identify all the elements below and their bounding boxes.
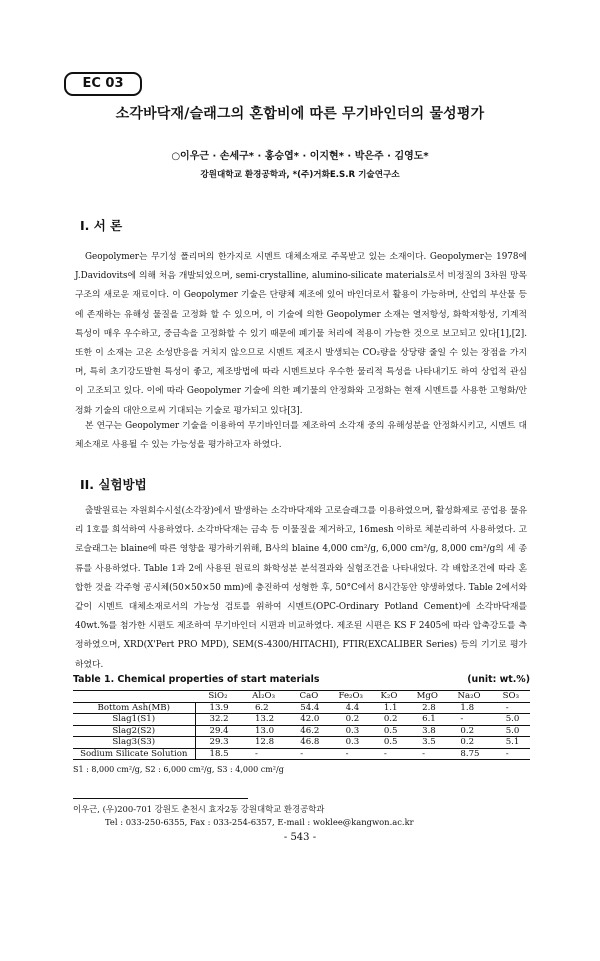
table-header-cell: K₂O	[370, 691, 408, 703]
table-row	[73, 748, 530, 760]
table-cell-material: Bottom Ash(MB)	[73, 702, 195, 714]
table-cell: -	[332, 748, 370, 760]
table-cell: -	[286, 748, 331, 760]
footnote-address: 이우근, (우)200-701 강원도 춘천시 효자2동 강원대학교 환경공학과	[73, 804, 325, 814]
author-list: ○이우근 · 손세구* · 홍승엽* · 이지현* · 박은주 · 김영도*	[171, 151, 429, 162]
table-header-cell: CaO	[286, 691, 331, 703]
table-cell: 5.1	[492, 737, 530, 749]
table-cell: 46.8	[286, 737, 331, 749]
footnote-divider	[73, 798, 248, 799]
page-number: - 543 -	[283, 832, 317, 843]
table-cell: 6.1	[408, 714, 446, 726]
table-header-cell: Na₂O	[446, 691, 491, 703]
table-cell: 0.3	[332, 725, 370, 737]
table-cell: 0.2	[370, 714, 408, 726]
table-cell: 0.2	[446, 737, 491, 749]
table-cell: 12.8	[241, 737, 286, 749]
table-cell: -	[241, 748, 286, 760]
table-cell: 8.75	[446, 748, 491, 760]
table-header-cell: MgO	[408, 691, 446, 703]
table-cell-material: Slag1(S1)	[73, 714, 195, 726]
intro-paragraph-1: Geopolymer는 무기성 폴리머의 한가지로 시멘트 대체소재로 주목받고 있는 소재이다. Geopolymer는 1978에 J.Davidovits에 의해 처음 개발되었으며, semi-crystalline, alumino-silicate materials로서 비정질의 3차원 망목구조의 새로운 재료이다. 이 Geopolymer 기술은 단량체 제조에 있어 바인더로서 활용이 가능하며, 산업의 부산물 등에 존재하는 유해성 물질을 고정화 할 수 있으며, 이 기술에 의한 Geopolymer 소재는 열저항성, 화학저항성, 기계적 특성이 매우 우수하고, 중금속을 고정화할 수 있기 때문에 폐기물 처리에 적용이 가능한 것으로 보고되고 있다[1],[2]. 또한 이 소재는 고온 소성반응을 거치지 않으므로 시멘트 제조시 발생되는 CO₂량을 상당량 줄일 수 있는 장점을 가지며, 특히 초기강도발현 특성이 좋고, 제조방법에 따라 시멘트보다 우수한 물리적 특성을 나타내기도 하여 상업적 관심이 고조되고 있다. 이에 따라 Geopolymer 기술에 의한 폐기물의 안정화와 고정화는 현재 시멘트를 사용한 고형화/안정화 기술의 대안으로써 기대되는 기술로 평가되고 있다[3].	[75, 252, 527, 416]
table-cell: 5.0	[492, 725, 530, 737]
table-cell: 42.0	[286, 714, 331, 726]
table-note: S1 : 8,000 cm²/g, S2 : 6,000 cm²/g, S3 : 4,000 cm²/g	[73, 765, 284, 774]
table-cell: 1.8	[446, 702, 491, 714]
table-cell: 13.0	[241, 725, 286, 737]
table-caption	[73, 674, 530, 685]
table-cell: -	[446, 714, 491, 726]
table-row	[73, 702, 530, 714]
table-cell: 3.8	[408, 725, 446, 737]
table-cell: -	[408, 748, 446, 760]
table-header-row	[73, 691, 530, 703]
table-cell: 6.2	[241, 702, 286, 714]
table-cell: 46.2	[286, 725, 331, 737]
methods-paragraph-1: 출발원료는 자원회수시설(소각장)에서 발생하는 소각바닥재와 고로슬래그를 이용하였으며, 활성화제로 공업용 물유리 1호를 희석하여 사용하였다. 소각바닥재는 금속 등 이물질을 제거하고, 16mesh 이하로 체분리하여 사용하였다. 고로슬래그는 blaine에 따른 영향을 평가하기위해, B사의 blaine 4,000 cm²/g, 6,000 cm²/g, 8,000 cm²/g의 세 종류를 사용하였다. Table 1과 2에 사용된 원료의 화학성분 분석결과와 실험조건을 나타내었다. 각 배합조건에 따라 혼합한 것을 각주형 공시체(50×50×50 mm)에 충진하여 성형한 후, 50°C에서 8시간동안 양생하였다. Table 2에서와 같이 시멘트 대체소재로서의 가능성 검토를 위하여 시멘트(OPC-Ordinary Potland Cement)에 소각바닥재를 40wt.%를 첨가한 시편도 제조하여 무기바인더 시편과 비교하였다. 제조된 시편은 KS F 2405에 따라 압축강도를 측정하였으며, XRD(X'Pert PRO MPD), SEM(S-4300/HITACHI), FTIR(EXCALIBER Series) 등의 기기로 평가하였다.	[75, 506, 527, 670]
table-cell: 54.4	[286, 702, 331, 714]
table-cell-material: Slag2(S2)	[73, 725, 195, 737]
table-cell: 29.3	[195, 737, 241, 749]
table-cell: 0.2	[332, 714, 370, 726]
table-cell: -	[492, 748, 530, 760]
table-header-cell	[73, 691, 195, 703]
footnote-contact: Tel : 033-250-6355, Fax : 033-254-6357, E-mail : woklee@kangwon.ac.kr	[105, 817, 414, 827]
section-heading-introduction: I. 서 론	[80, 218, 123, 233]
session-code-badge: EC 03	[64, 72, 142, 96]
table-row	[73, 737, 530, 749]
table-header-cell: Al₂O₃	[241, 691, 286, 703]
table-cell: 29.4	[195, 725, 241, 737]
table-row	[73, 725, 530, 737]
table-cell: 32.2	[195, 714, 241, 726]
table-cell: 0.3	[332, 737, 370, 749]
paper-title: 소각바닥재/슬래그의 혼합비에 따른 무기바인더의 물성평가	[115, 106, 485, 122]
table-cell: 13.9	[195, 702, 241, 714]
table-header-cell: Fe₂O₃	[332, 691, 370, 703]
section-heading-methods: II. 실험방법	[80, 477, 147, 492]
table-header-cell: SiO₂	[195, 691, 241, 703]
table-row	[73, 714, 530, 726]
table-cell: 0.5	[370, 737, 408, 749]
table-cell: 5.0	[492, 714, 530, 726]
table-cell: 0.5	[370, 725, 408, 737]
table-cell-material: Slag3(S3)	[73, 737, 195, 749]
table-cell: -	[492, 702, 530, 714]
table-cell: 1.1	[370, 702, 408, 714]
chemical-properties-table	[73, 690, 530, 760]
intro-paragraph-2: 본 연구는 Geopolymer 기술을 이용하여 무기바인더를 제조하여 소각재 중의 유해성분을 안정화시키고, 시멘트 대체소재로 사용될 수 있는 가능성을 평가하고자 하였다.	[75, 421, 527, 451]
table-title: Table 1. Chemical properties of start materials	[73, 674, 320, 685]
table-cell: 3.5	[408, 737, 446, 749]
table-cell: 13.2	[241, 714, 286, 726]
table-unit: (unit: wt.%)	[467, 674, 530, 685]
table-cell: -	[370, 748, 408, 760]
table-cell: 0.2	[446, 725, 491, 737]
table-header-cell: SO₃	[492, 691, 530, 703]
table-cell: 4.4	[332, 702, 370, 714]
table-cell: 2.8	[408, 702, 446, 714]
table-cell: 18.5	[195, 748, 241, 760]
affiliation: 강원대학교 환경공학과, *(주)거화E.S.R 기술연구소	[200, 170, 400, 180]
table-cell-material: Sodium Silicate Solution	[73, 748, 195, 760]
